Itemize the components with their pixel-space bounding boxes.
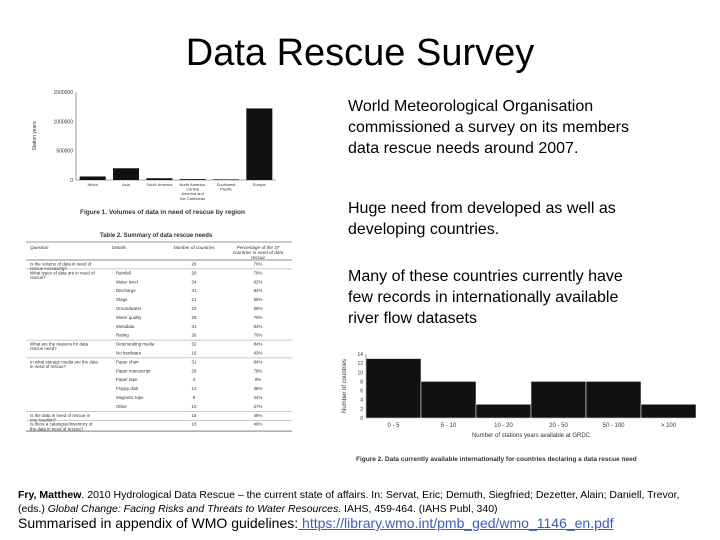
table-row <box>116 395 262 400</box>
fig2-bar <box>421 381 476 418</box>
table-percentage: 70% <box>253 261 263 267</box>
fig1-y-tick-label: 0 <box>70 178 73 184</box>
fig2-y-tick-label: 0 <box>360 416 363 422</box>
table-percentage: 59% <box>253 306 263 311</box>
fig2-category-label: 10 - 20 <box>494 423 513 429</box>
bullet-wmo-survey: World Meteorological Organisation commissioned a survey on its members data rescue needs around 2007. <box>348 98 629 157</box>
table-detail: Other <box>116 403 127 409</box>
fig2-y-tick-label: 8 <box>360 379 363 386</box>
table-row <box>116 288 262 293</box>
table-row <box>116 297 262 302</box>
bullet-few-records: Many of these countries currently have few records in internationally available river flow datasets <box>348 268 623 327</box>
table-detail: Deteriorating media <box>116 341 155 347</box>
fig2-y-tick-label: 6 <box>360 388 363 395</box>
fig1-y-tick-label: 1500000 <box>53 90 73 96</box>
table-count: 18 <box>191 412 197 418</box>
fig1-category-label: Europe <box>252 182 266 187</box>
table-count: 31 <box>191 359 197 365</box>
table-percentage: 78% <box>253 368 263 374</box>
table-question: What types of data are in need of rescue? <box>30 270 95 280</box>
figure-1-region-chart <box>28 86 288 222</box>
wmo-guidelines-link[interactable]: https://library.wmo.int/pmb_ged/wmo_1146_en.pdf <box>298 515 614 531</box>
table-detail: Discharge <box>116 288 136 294</box>
table-count: 29 <box>191 270 197 276</box>
table-percentage: 78% <box>253 270 263 276</box>
citation-book: Global Change: Facing Risks and Threats to Water Resources. <box>47 503 342 515</box>
table-question: What are the reasons for data rescue need? <box>30 341 89 352</box>
table-percentage: 24% <box>253 395 263 400</box>
table-count: 31 <box>191 288 197 294</box>
table-count: 26 <box>191 314 197 320</box>
table-row <box>116 315 262 320</box>
table-count: 26 <box>191 261 197 267</box>
table-detail: Paper chart <box>116 359 139 365</box>
table-row <box>30 342 262 352</box>
fig2-bar <box>641 404 696 418</box>
fig2-y-axis-label: Number of countries <box>342 358 348 414</box>
fig1-bar <box>80 176 106 180</box>
bullet-huge-need: Huge need from developed as well as developing countries. <box>348 200 616 238</box>
table-percentage: 43% <box>253 350 263 356</box>
fig2-bar <box>586 381 641 418</box>
fig1-category-label: Africa <box>87 182 98 187</box>
table-detail: Water quality <box>116 314 142 320</box>
fig2-category-label: 0 - 5 <box>387 423 400 429</box>
table-percentage: 49% <box>253 412 263 418</box>
fig2-bar <box>476 404 531 418</box>
fig1-category-label: South America <box>146 182 173 187</box>
slide-title: Data Rescue Survey <box>185 32 535 74</box>
table-detail: Groundwater <box>116 306 142 311</box>
table-detail: Metadata <box>116 323 135 329</box>
table-detail: No hardware <box>116 350 142 356</box>
table-row <box>116 306 262 311</box>
citation-text: Hydrological Data Rescue – the current state of affairs. In: Servat, Eric; Demuth, Siegfried; Dezetter, Alain; Daniell, Trevor, (eds.) <box>18 489 680 515</box>
table-percentage: 70% <box>253 314 263 320</box>
table-detail: Rating <box>116 332 129 338</box>
fig1-bar <box>213 179 239 180</box>
citation-authors: Fry, Matthew <box>18 489 82 501</box>
table-row <box>116 377 261 382</box>
table-row <box>116 279 262 284</box>
fig2-y-tick-label: 2 <box>360 406 363 413</box>
fig1-y-tick-label: 1000000 <box>53 119 73 126</box>
fig2-y-tick-label: 12 <box>357 361 363 368</box>
table-count: 26 <box>191 332 197 338</box>
table-detail: Magnetic tape <box>116 395 144 400</box>
table-percentage: 38% <box>253 386 263 392</box>
table-count: 31 <box>191 323 197 329</box>
table-header-cell: Number of countries <box>173 245 215 250</box>
table-count: 21 <box>191 297 197 303</box>
table-percentage: 84% <box>253 323 263 329</box>
fig1-bar <box>113 168 139 180</box>
table-percentage: 84% <box>253 288 263 294</box>
table-count: 29 <box>191 368 197 374</box>
table-row <box>30 270 262 280</box>
table-row <box>116 368 262 373</box>
fig2-category-label: 50 - 100 <box>602 423 625 429</box>
table-question: Is the volume of data in need of rescue increasing? <box>30 261 92 272</box>
table-detail: Stage <box>116 297 128 303</box>
table-percentage: 92% <box>253 279 263 285</box>
table-percentage: 84% <box>253 359 263 365</box>
fig2-bar <box>531 381 586 418</box>
table-percentage: 58% <box>253 297 263 303</box>
fig2-category-label: 20 - 50 <box>549 423 568 429</box>
table-percentage: 84% <box>253 341 263 347</box>
table-detail: Floppy disk <box>116 386 139 392</box>
fig1-category-label: Asia <box>122 182 130 187</box>
citation-publisher: IAHS, 459-464. (IAHS Publ, 340) <box>344 503 498 515</box>
table-question: Is the data in need of rescue in one location? <box>30 412 91 423</box>
table-count: 16 <box>191 350 197 356</box>
citation: Fry, Matthew. 2010 Hydrological Data Rescue – the current state of affairs. In: Servat, Eric; Demuth, Siegfried; Dezetter, Alain; Daniell, Trevor, (eds.) Global Change: Facing Risks and Threats to Water Resources. IAHS, 459-464. (IAHS Publ, 340) <box>18 489 680 515</box>
table-percentage: 49% <box>253 421 263 427</box>
table-percentage: 70% <box>253 332 263 338</box>
table-row <box>116 386 262 391</box>
fig2-bar <box>366 359 421 418</box>
summary-text: Summarised in appendix of WMO guidelines: <box>18 515 299 531</box>
fig1-bar <box>146 178 172 180</box>
fig1-bar <box>180 179 206 180</box>
fig1-bar <box>246 108 272 180</box>
table-question: Is there a catalogue/inventory of the data in need of rescue? <box>30 421 93 432</box>
table-count: 32 <box>191 341 197 347</box>
table-percentage: 27% <box>253 403 263 409</box>
table-row <box>116 333 262 338</box>
fig1-category-label: Southwest Pacific <box>216 182 236 192</box>
table-header-cell: Question <box>30 245 49 250</box>
fig2-y-tick-label: 14 <box>357 352 363 358</box>
fig1-y-axis-label: Station years <box>32 121 38 151</box>
fig2-y-tick-label: 4 <box>360 397 363 404</box>
table-row <box>30 422 262 432</box>
table-count: 10 <box>191 403 197 409</box>
table-detail: Water level <box>116 279 138 285</box>
table-row <box>116 351 262 356</box>
table-2-data-rescue-needs <box>26 228 296 434</box>
table-count: 22 <box>191 306 197 311</box>
table-count: 3 <box>192 377 196 383</box>
fig2-category-label: 5 - 10 <box>440 423 457 429</box>
table-detail: Paper manuscript <box>116 368 151 374</box>
table-question: In what storage media are the data in need of rescue? <box>30 359 98 369</box>
table-percentage: 8% <box>254 377 262 383</box>
table-row <box>116 404 262 409</box>
figure-1-caption: Figure 1. Volumes of data in need of rescue by region <box>80 209 245 216</box>
fig2-y-tick-label: 10 <box>357 370 363 377</box>
table-detail: Rainfall <box>116 270 131 276</box>
table-row <box>116 324 262 329</box>
table-2-title: Table 2. Summary of data rescue needs <box>100 233 213 239</box>
fig2-category-label: > 100 <box>660 423 677 429</box>
fig1-y-tick-label: 500000 <box>56 148 73 155</box>
summary-line <box>18 514 718 532</box>
figure-2-grdc-chart <box>336 346 708 478</box>
table-header-cell: Percentage of the 37 countries in need of data rescue <box>232 245 284 260</box>
fig2-x-axis-label: Number of stations years available at GRDC <box>471 433 591 439</box>
table-header-cell: Details <box>112 245 127 250</box>
citation-year: 2010 <box>87 489 111 501</box>
table-count: 18 <box>191 421 197 427</box>
fig1-category-label: North America, Central America and the Caribbean <box>179 182 206 201</box>
table-count: 14 <box>191 386 197 392</box>
table-detail: Paper tape <box>116 377 138 383</box>
table-count: 34 <box>191 279 197 285</box>
table-count: 9 <box>192 395 196 400</box>
figure-2-caption: Figure 2. Data currently available internationally for countries declaring a data rescue need <box>356 456 637 463</box>
